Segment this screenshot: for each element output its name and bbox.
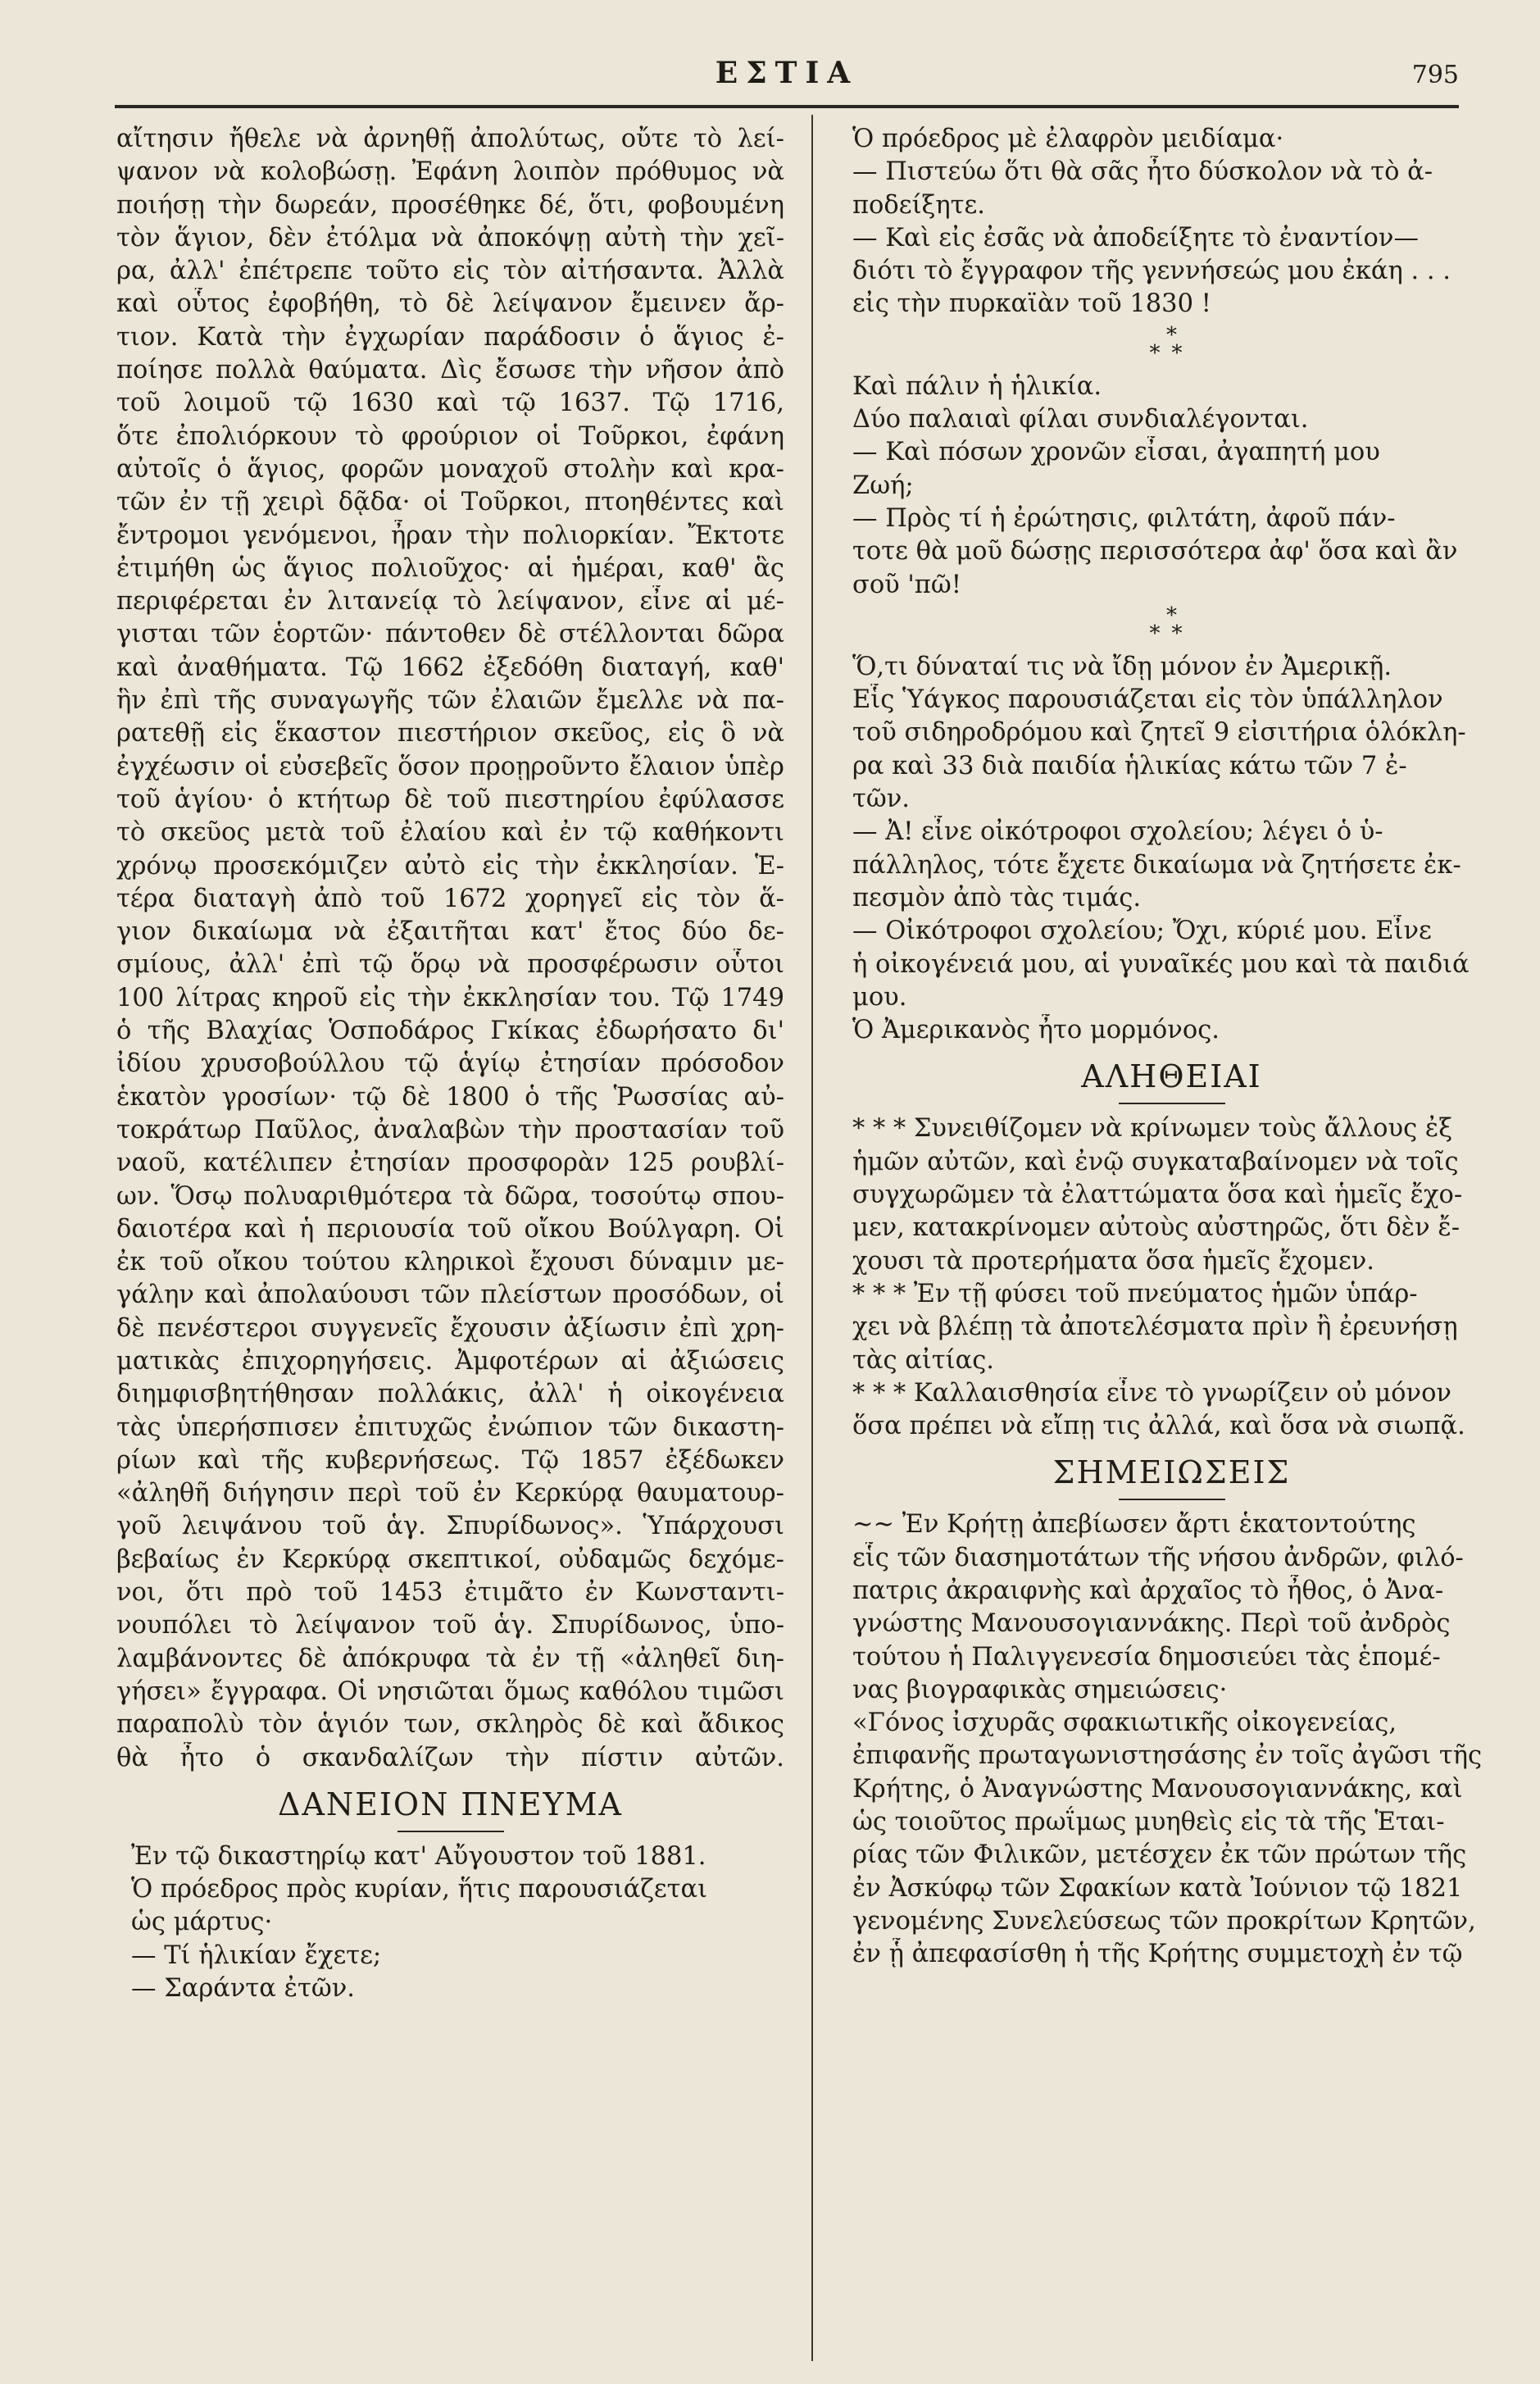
text-line: — Καὶ πόσων χρονῶν εἶσαι, ἀγαπητή μου (852, 438, 1380, 467)
page-number: 795 (1411, 61, 1459, 89)
text-line: ὅτε ἐπολιόρκουν τὸ φρούριον οἱ Τοῦρκοι, ἐφάνη (116, 421, 784, 451)
article-continuation (116, 123, 784, 1775)
left-column (116, 123, 784, 2005)
text-line: — Σαράντα ἐτῶν. (131, 1974, 355, 2004)
anecdote-text-2 (838, 371, 1506, 602)
text-line: τοῦ σιδηροδρόμου καὶ ζητεῖ 9 εἰσιτήρια ὁλόκλη- (852, 718, 1466, 748)
text-line: γιον δικαίωμα νὰ ἐξαιτῆται κατ' ἔτος δύο δε- (116, 917, 784, 947)
text-line: δαιοτέρα καὶ ἡ περιουσία τοῦ οἴκου Βούλγαρη. Οἱ (116, 1214, 784, 1244)
text-line: νας βιογραφικὰς σημειώσεις· (852, 1675, 1228, 1704)
text-line: γοῦ λειψάνου τοῦ ἁγ. Σπυρίδωνος». Ὑπάρχουσι (116, 1512, 784, 1541)
text-line: «ἀληθῆ διήγησιν περὶ τοῦ ἐν Κερκύρᾳ θαυματουρ- (116, 1479, 784, 1508)
text-line: ἔντρομοι γενόμενοι, ἦραν τὴν πολιορκίαν. Ἔκτοτε (116, 521, 784, 550)
text-line: νοι, ὅτι πρὸ τοῦ 1453 ἐτιμᾶτο ἐν Κωνσταντι- (116, 1578, 784, 1608)
text-line: νουπόλει τὸ λείψανον τοῦ ἁγ. Σπυρίδωνος, ὑπο- (116, 1611, 784, 1640)
text-line: Δύο παλαιαὶ φίλαι συνδιαλέγονται. (852, 405, 1309, 434)
text-line: «Γόνος ἰσχυρᾶς σφακιωτικῆς οἰκογενείας, (852, 1708, 1397, 1738)
text-line: ψανον νὰ κολοβώσῃ. Ἐφάνη λοιπὸν πρόθυμος νὰ (116, 157, 784, 187)
text-line: ρίας τῶν Φιλικῶν, μετέσχεν ἐκ τῶν πρώτων τῆς (852, 1840, 1467, 1870)
text-line: ρα, ἀλλ' ἐπέτρεπε τοῦτο εἰς τὸν αἰτήσαντα. Ἀλλὰ (116, 257, 784, 286)
text-line: — Πρὸς τί ἡ ἐρώτησις, φιλτάτη, ἀφοῦ πάν- (852, 503, 1396, 533)
text-line: ὡς τοιοῦτος πρωΐμως μυηθεὶς εἰς τὰ τῆς Ἑται- (852, 1808, 1445, 1837)
text-line: — Πιστεύω ὅτι θὰ σᾶς ἦτο δύσκολον νὰ τὸ ἀ- (852, 157, 1433, 187)
text-line: ρίων καὶ τῆς κυβερνήσεως. Τῷ 1857 ἐξέδωκεν (116, 1445, 784, 1475)
text-line: παραπολὺ τὸν ἁγιόν των, σκληρὸς δὲ καὶ ἄδικος (116, 1710, 784, 1740)
text-line: τῶν ἐν τῇ χειρὶ δᾷδα· οἱ Τοῦρκοι, πτοηθέντες καὶ (116, 488, 784, 517)
section-rule (1119, 1103, 1225, 1104)
text-line: τούτου ἡ Παλιγγενεσία δημοσιεύει τὰς ἑπομέ- (852, 1642, 1441, 1672)
asterism-top: * (1166, 322, 1177, 348)
section-title-alitheiai: ΑΛΗΘΕΙΑΙ (1081, 1058, 1262, 1095)
text-line: εἰς τὴν πυρκαϊὰν τοῦ 1830 ! (852, 289, 1211, 319)
text-line: πάλληλος, τότε ἔχετε δικαίωμα νὰ ζητήσετε ἐκ- (852, 850, 1461, 880)
text-line: σμίους, ἀλλ' ἐπὶ τῷ ὅρῳ νὰ προσφέρωσιν οὗτοι (116, 950, 784, 980)
text-line: γνώστης Μανουσογιαννάκης. Περὶ τοῦ ἀνδρὸς (852, 1609, 1451, 1639)
text-line: ὁ τῆς Βλαχίας Ὁσποδάρος Γκίκας ἐδωρήσατο δι' (116, 1017, 784, 1046)
text-line: Ὅ,τι δύναταί τις νὰ ἴδῃ μόνον ἐν Ἀμερικῇ. (852, 652, 1392, 681)
text-line: θὰ ἦτο ὁ σκανδαλίζων τὴν πίστιν αὐτῶν. (116, 1743, 784, 1772)
text-line: τοῦ ἁγίου· ὁ κτήτωρ δὲ τοῦ πιεστηρίου ἐφύλασσε (116, 785, 784, 814)
text-line: ὡς μάρτυς· (131, 1908, 273, 1937)
text-line: * * * Ἐν τῇ φύσει τοῦ πνεύματος ἡμῶν ὑπάρ- (852, 1279, 1418, 1308)
text-line: γάλην καὶ ἀπολαύουσι τῶν πλείστων προσόδων, οἱ (116, 1281, 784, 1310)
text-line: τέρα διαταγὴ ἀπὸ τοῦ 1672 χορηγεῖ εἰς τὸν ἅ- (116, 884, 784, 913)
text-line: * * * Συνειθίζομεν νὰ κρίνωμεν τοὺς ἄλλους ἐξ (852, 1114, 1453, 1144)
asterism-top: * (1166, 603, 1177, 628)
header-rule (115, 105, 1459, 108)
text-line: ἡ οἰκογένειά μου, αἱ γυναῖκές μου καὶ τὰ παιδιά (852, 949, 1470, 979)
text-line: — Τί ἡλικίαν ἔχετε; (131, 1940, 382, 1970)
text-line: ἐγχέωσιν οἱ εὐσεβεῖς ὅσον προῃροῦντο ἔλαιον ὑπὲρ (116, 752, 784, 781)
text-line: 100 λίτρας κηροῦ εἰς τὴν ἐκκλησίαν του. Τῷ 1749 (116, 983, 784, 1012)
text-line: Εἷς Ὑάγκος παρουσιάζεται εἰς τὸν ὑπάλληλον (852, 685, 1443, 715)
text-line: αὐτοῖς ὁ ἅγιος, φορῶν μοναχοῦ στολὴν καὶ κρα- (116, 454, 784, 484)
text-line: — Καὶ εἰς ἐσᾶς νὰ ἀποδείξητε τὸ ἐναντίον— (852, 223, 1419, 253)
text-line: Ὁ πρόεδρος μὲ ἐλαφρὸν μειδίαμα· (852, 125, 1284, 153)
section-rule (397, 1831, 504, 1832)
text-line: Ἐν τῷ δικαστηρίῳ κατ' Αὔγουστον τοῦ 1881. (131, 1841, 706, 1871)
right-column (838, 123, 1506, 1972)
text-line: τὸν ἅγιον, δὲν ἐτόλμα νὰ ἀποκόψῃ αὐτὴ τὴν χεῖ- (116, 223, 784, 253)
text-line: Ὁ Ἀμερικανὸς ἦτο μορμόνος. (852, 1016, 1220, 1045)
text-line: μου. (852, 982, 907, 1012)
text-line: ἐν Ἀσκύφῳ τῶν Σφακίων κατὰ Ἰούνιον τῷ 1821 (852, 1873, 1463, 1903)
alitheiai-text (838, 1112, 1506, 1443)
text-line: λαμβάνοντες δὲ ἀπόκρυφα τὰ ἐν τῇ «ἀληθεῖ διη- (116, 1644, 784, 1673)
text-line: τὰς ὑπερήσπισεν ἐπιτυχῶς ἐνώπιον τῶν δικαστη- (116, 1413, 784, 1442)
text-line: ἐκ τοῦ οἴκου τούτου κληρικοὶ ἔχουσι δύναμιν με- (116, 1248, 784, 1277)
text-line: Καὶ πάλιν ἡ ἡλικία. (852, 371, 1102, 401)
text-line: αἴτησιν ἤθελε νὰ ἀρνηθῇ ἀπολύτως, οὔτε τὸ λεί- (116, 125, 784, 153)
text-line: ἐπιφανῆς πρωταγωνιστησάσης ἐν τοῖς ἀγῶσι τῆς (852, 1741, 1483, 1771)
text-line: γισται τῶν ἑορτῶν· πάντοθεν δὲ στέλλονται δῶρα (116, 620, 784, 649)
text-line: — Οἰκότροφοι σχολείου; Ὄχι, κύριέ μου. Εἶνε (852, 917, 1432, 946)
text-line: βεβαίως ἐν Κερκύρᾳ σκεπτικοί, οὐδαμῶς δεχόμε- (116, 1545, 784, 1574)
daneion-pneuma-text (116, 1840, 784, 2005)
text-line: μεν, κατακρίνομεν αὐτοὺς αὐστηρῶς, ὅτι δὲν ἔ- (852, 1213, 1460, 1243)
text-line: ρα καὶ 33 διὰ παιδία ἡλικίας κάτω τῶν 7 ἐ- (852, 751, 1407, 780)
text-line: χουσι τὰ προτερήματα ὅσα ἡμεῖς ἔχομεν. (852, 1246, 1375, 1276)
text-line: δὲ πενέστεροι συγγενεῖς ἔχουσιν ἀξίωσιν ἐπὶ χρη- (116, 1313, 784, 1343)
text-line: εἷς τῶν διασημοτάτων τῆς νήσου ἀνδρῶν, φιλό- (852, 1543, 1464, 1572)
text-line: ἣν ἐπὶ τῆς συναγωγῆς τῶν ἐλαιῶν ἔμελλε νὰ πα- (116, 686, 784, 716)
text-line: ἰδίου χρυσοβούλλου τῷ ἁγίῳ ἐτησίαν πρόσοδον (116, 1049, 784, 1079)
text-line: Ζωή; (852, 471, 914, 500)
text-line: καὶ ἀναθήματα. Τῷ 1662 ἐξεδόθη διαταγή, καθ' (116, 653, 784, 682)
text-line: ~~ Ἐν Κρήτῃ ἀπεβίωσεν ἄρτι ἑκατοντούτης (852, 1510, 1416, 1540)
text-line: γενομένης Συνελεύσεως τῶν προκρίτων Κρητῶν, (852, 1906, 1476, 1936)
asterism-separator-2 (838, 602, 1506, 651)
text-line: Κρήτης, ὁ Ἀναγνώστης Μανουσογιαννάκης, καὶ (852, 1774, 1463, 1804)
text-line: τῶν. (852, 785, 910, 814)
text-line: ρατεθῇ εἰς ἕκαστον πιεστήριον σκεῦος, εἰς ὃ νὰ (116, 719, 784, 748)
text-line: διημφισβητήθησαν πολλάκις, ἀλλ' ἡ οἰκογένεια (116, 1380, 784, 1409)
text-line: τοκράτωρ Παῦλος, ἀναλαβὼν τὴν προστασίαν τοῦ (116, 1115, 784, 1144)
section-title-simeioseis: ΣΗΜΕΙΩΣΕΙΣ (1052, 1454, 1291, 1491)
text-line: χρόνῳ προσεκόμιζεν αὐτὸ εἰς τὴν ἐκκλησίαν. Ἑ- (116, 851, 784, 880)
text-line: ἐτιμήθη ὡς ἅγιος πολιοῦχος· αἱ ἡμέραι, καθ' ἃς (116, 553, 784, 583)
text-line: χει νὰ βλέπῃ τὰ ἀποτελέσματα πρὶν ἢ ἐρευνήσῃ (852, 1313, 1458, 1342)
text-line: καὶ οὗτος ἐφοβήθη, τὸ δὲ λείψανον ἔμεινεν ἄρ- (116, 289, 784, 319)
text-line: ἡμῶν αὐτῶν, καὶ ἐνῷ συγκαταβαίνομεν νὰ τοῖς (852, 1147, 1459, 1176)
text-line: ἑκατὸν γροσίων· τῷ δὲ 1800 ὁ τῆς Ῥωσσίας αὐ- (116, 1082, 784, 1112)
text-line: γήσει» ἔγγραφα. Οἱ νησιῶται ὅμως καθόλου τιμῶσι (116, 1677, 784, 1706)
text-line: ἐν ᾗ ἀπεφασίσθη ἡ τῆς Κρήτης συμμετοχὴ ἐν τῷ (852, 1940, 1463, 1969)
asterism-separator (838, 321, 1506, 371)
text-line: πεσμὸν ἀπὸ τὰς τιμάς. (852, 883, 1142, 912)
text-line: τοτε θὰ μοῦ δώσῃς περισσότερα ἀφ' ὅσα καὶ ἂν (852, 537, 1458, 566)
text-line: ναοῦ, κατέλιπεν ἐτησίαν προσφορὰν 125 ρουβλί- (116, 1149, 784, 1178)
text-line: ποίησε πολλὰ θαύματα. Δὶς ἔσωσε τὴν νῆσον ἀπὸ (116, 356, 784, 385)
text-line: περιφέρεται ἐν λιτανείᾳ τὸ λείψανον, εἶνε αἱ μέ- (116, 587, 784, 616)
section-rule (1119, 1499, 1225, 1500)
anecdote-text-1 (838, 123, 1506, 321)
text-line: τὰς αἰτίας. (852, 1345, 995, 1375)
text-line: πατρις ἀκραιφνὴς καὶ ἀρχαῖος τὸ ἦθος, ὁ Ἀνα- (852, 1576, 1444, 1605)
text-line: ὅσα πρέπει νὰ εἴπῃ τις ἀλλά, καὶ ὅσα νὰ σιωπᾷ. (852, 1412, 1465, 1441)
anecdote-text-3 (838, 651, 1506, 1048)
section-title-daneion-pneuma: ΔΑΝΕΙΟΝ ΠΝΕΥΜΑ (278, 1786, 623, 1822)
text-line: συγχωρῶμεν τὰ ἐλαττώματα ὅσα καὶ ἡμεῖς ἔχο- (852, 1181, 1463, 1210)
text-line: — Ἀ! εἶνε οἰκότροφοι σχολείου; λέγει ὁ ὑ- (852, 817, 1383, 847)
text-line: διότι τὸ ἔγγραφον τῆς γεννήσεώς μου ἐκάη . . . (852, 257, 1451, 286)
text-line: ποδείξητε. (852, 190, 985, 220)
text-line: ων. Ὅσῳ πολυαριθμότερα τὰ δῶρα, τοσούτῳ σπου- (116, 1181, 784, 1211)
asterism-bottom: ** (1149, 340, 1194, 366)
simeioseis-text (838, 1508, 1506, 1971)
text-line: τοῦ λοιμοῦ τῷ 1630 καὶ τῷ 1637. Τῷ 1716, (116, 389, 784, 418)
text-line: * * * Καλλαισθησία εἶνε τὸ γνωρίζειν οὐ μόνον (852, 1378, 1451, 1408)
running-title: ΕΣΤΙΑ (715, 56, 859, 90)
column-divider (811, 115, 813, 2361)
asterism-bottom: ** (1149, 621, 1194, 646)
text-line: τὸ σκεῦος μετὰ τοῦ ἐλαίου καὶ ἐν τῷ καθήκοντι (116, 818, 784, 848)
text-line: Ὁ πρόεδρος πρὸς κυρίαν, ἥτις παρουσιάζεται (131, 1875, 708, 1904)
text-line: τιον. Κατὰ τὴν ἐγχωρίαν παράδοσιν ὁ ἅγιος ἐ- (116, 322, 784, 352)
text-line: ποιήσῃ τὴν δωρεάν, προσέθηκε δέ, ὅτι, φοβουμένη (116, 190, 784, 220)
text-line: ματικὰς ἐπιχορηγήσεις. Ἀμφοτέρων αἱ ἀξιώσεις (116, 1346, 784, 1376)
page-header (115, 48, 1459, 105)
text-line: σοῦ 'πῶ! (852, 570, 961, 599)
